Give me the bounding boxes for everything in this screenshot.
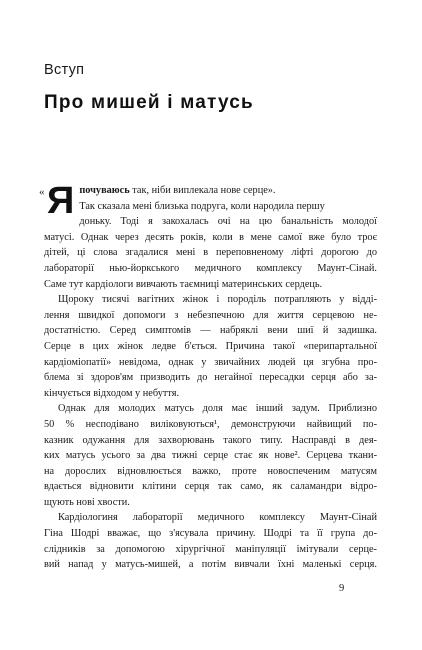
paragraph-line: ких матусь усього за два тижні серце стає як нове². Серцева ткани-	[44, 450, 377, 462]
paragraph-line: Гіна Шодрі вважає, що з'ясувала причину. Шодрі та її група до-	[44, 528, 377, 540]
paragraph-line: Так сказала мені близька подруга, коли народила першу	[79, 200, 325, 212]
paragraph-line: дітей, ці слова згадалися мені в переповненому ліфті дорогою до	[44, 247, 377, 259]
paragraph-1	[39, 180, 377, 292]
paragraph-line: Щороку тисячі вагітних жінок і породіль потрапляють у відді-	[58, 294, 377, 306]
paragraph-line: на дорослих відновлюється важко, проте новоспеченим матусям	[44, 465, 377, 477]
paragraph-line: лення швидкої допомоги з небезпечною для життя серцевою не-	[44, 309, 377, 321]
paragraph-line: Однак для молодих матусь доля має інший задум. Приблизно	[58, 403, 377, 415]
paragraph-line: лабораторії нью-йоркського медичного комплексу Маунт-Сінай.	[44, 262, 377, 274]
body-text	[39, 180, 377, 573]
chapter-title: Про мишей і матусь	[44, 92, 254, 113]
paragraph-line: вдається відновити клітини серця так само, як саламандри відро-	[44, 481, 377, 493]
lead-words: почуваюсь	[79, 185, 130, 196]
paragraph-line: кардіоміопатії» невідома, однак у звичайних людей ця згубна про-	[44, 356, 377, 368]
opening-quote-mark: «	[39, 186, 45, 198]
paragraph-line: Кардіологиня лабораторії медичного комплексу Маунт-Сінай	[58, 512, 377, 524]
section-label: Вступ	[44, 62, 85, 78]
paragraph-line: доньку. Тоді я закохалась очі на цю банальність молодої	[79, 216, 377, 228]
paragraph-line: щують нові хвости.	[44, 496, 130, 508]
paragraph-4	[44, 510, 377, 572]
paragraph-line: матусі. Однак через десять років, коли в мене самої вже було троє	[44, 231, 377, 243]
paragraph-line	[44, 183, 377, 199]
paragraph-line: 50 % несподівано виліковуються¹, демонструючи найвищий по-	[44, 418, 377, 430]
paragraph-line: кінчується відходом у небуття.	[44, 387, 180, 399]
line-text: так, ніби виплекала нове серце».	[129, 185, 276, 196]
page-number: 9	[339, 583, 345, 594]
paragraph-3	[44, 401, 377, 510]
paragraph-line: Саме тут кардіологи вивчають таємниці материнських сердець.	[44, 278, 323, 290]
drop-cap: Я	[47, 180, 75, 222]
paragraph-line: слідників за допомогою хірургічної маніпуляції імітували серце-	[44, 543, 377, 555]
paragraph-line: Серце в цих жінок ледве б'ється. Причина такої «перипартальної	[44, 340, 377, 352]
paragraph-2	[44, 292, 377, 401]
paragraph-line: достатністю. Серед симптомів — набряклі вени шиї й задишка.	[44, 325, 377, 337]
paragraph-line: блема зі здоров'ям призводить до негайної пересадки серця або за-	[44, 372, 377, 384]
paragraph-line: вий напад у матусь-мишей, а потім вивчали їхні маленькі серця.	[44, 559, 377, 571]
paragraph-line: казник одужання для захворювань такого типу. Насправді в дея-	[44, 434, 377, 446]
